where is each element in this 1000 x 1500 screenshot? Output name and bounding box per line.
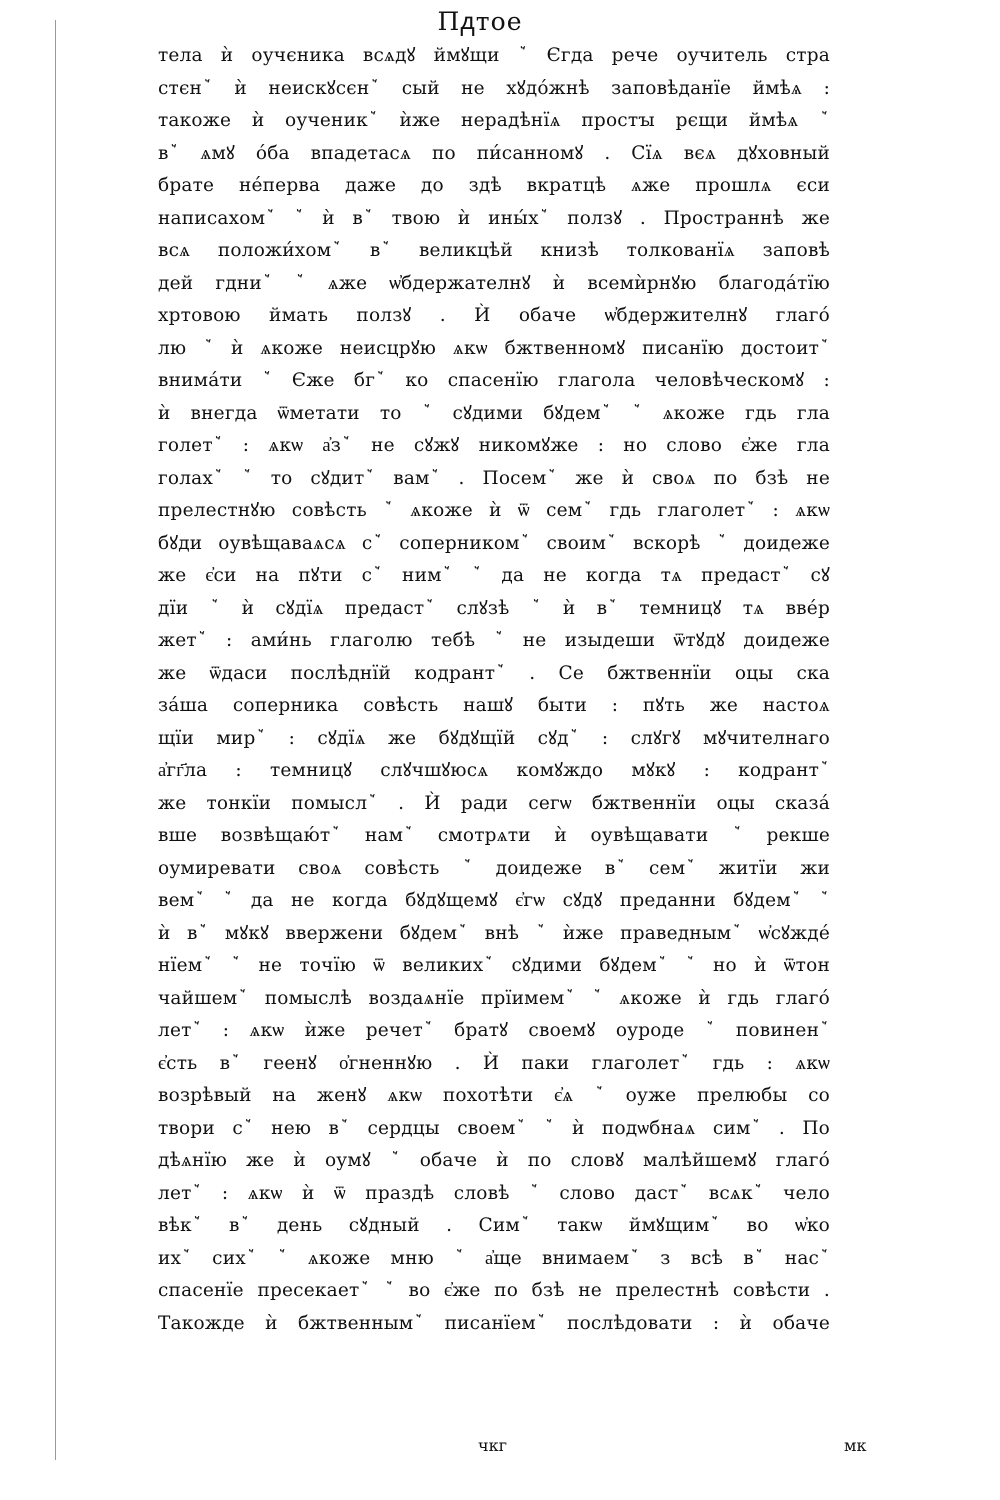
text-line: щїи мирꙿ : сꙋдїѧ же бꙋдꙋщїй сꙋдꙿ : слꙋгꙋ мꙋчителнаго [158,727,830,749]
text-line: голахꙿ ꙿ то сꙋдитꙿ вамꙿ . Посемꙿ же ѝ своѧ по бзѣ не [158,467,830,489]
text-line: внима́ти ꙿ Єже бгꙿ ко спасенїю глагола человѣческомꙋ : [158,370,830,391]
text-line: же є҆си на пꙋти сꙿ нимꙿ ꙿ да не когда тѧ предастꙿ сꙋ [158,565,830,586]
text-line: такоже ѝ оученикꙿ ѝже нерадѣнїѧ простꙑ рєщи ймѣѧ ꙿ [158,110,830,131]
text-line: чайшемꙿ помыслѣ воздаѧнїе прїимемꙿ ꙿ ѧкоже ѝ гдь глаго́ [158,987,830,1009]
text-line: є҆сть вꙿ геенꙋ о҆гненнꙋю . Ѝ паки глаголетꙿ гдь : ѧкѡ [158,1052,830,1074]
text-line: же ѿдаси послѣднїй кодрантꙿ . Се бжтвеннїи оцы ска [158,662,830,684]
text-line: хртовою ймать ползꙋ . Ѝ обаче ѡ҆бдержителнꙋ глаго́ [158,305,830,326]
text-line: летꙿ : ѧкѡ ѝ ѿ праздѣ словѣ ꙿ слово дастꙿ всѧкꙿ чело [158,1182,830,1204]
text-line: Такожде ѝ бжтвеннымꙿ писанїемꙿ послѣдовати : ѝ обаче [158,1312,830,1334]
text-line: всѧ положи́хомꙿ вꙿ великцѣй книзѣ толкованїѧ заповѣ [158,240,830,261]
text-line: написахомꙿ ꙿ ѝ вꙿ твою ѝ ины́хꙿ ползꙋ . Пространнѣ же [158,207,830,229]
text-line: оумиревати своѧ совѣсть ꙿ доидеже вꙿ семꙿ житїи жи [158,857,830,879]
leaf-number: мк [844,1436,867,1455]
text-line: лю ꙿ ѝ ѧкоже неисцрꙋю ѧкѡ бжтвенномꙋ писанїю достоитꙿ [158,337,830,359]
text-line: нїемꙿ ꙿ не точїю ѿ великихꙿ сꙋдими бꙋдемꙿ ꙿ но ѝ ѿтон [158,955,830,976]
text-line: спасенїе пресекаетꙿ ꙿ во є҆же по бзѣ не прелестнѣ совѣсти . [158,1280,830,1301]
text-line: вемꙿ ꙿ да не когда бꙋдꙋщемꙋ є҆гѡ сꙋдꙋ преданни бꙋдемꙿ ꙿ [158,890,830,911]
text-line: летꙿ : ѧкѡ ѝже речетꙿ братꙋ своемꙋ оуроде ꙿ повиненꙿ [158,1020,830,1041]
text-line: голетꙿ : ѧкѡ а҆зꙿ не сꙋжꙋ никомꙋже : но слово є҆же гла [158,435,830,456]
running-head: Пᲁтое [437,7,523,36]
text-line: ѝ вꙿ мꙋкꙋ ввержени бꙋдемꙿ внѣ ꙿ ѝже праведнымꙿ ѡ҆сꙋжде́ [158,922,830,944]
signature-mark: чкг [478,1436,507,1455]
text-line: дей гдниꙿ ꙿ ѧже ѡ҆бдержателнꙋ ѝ всемѝрнꙋю благода́тїю [158,272,830,294]
text-line: а҆гг҃ла : темницꙋ слꙋчшꙋюсѧ комꙋждо мꙋкꙋ : кодрантꙿ [158,760,830,781]
text-line: вꙿ ѧмꙋ о́ба впадетасѧ по пи́санномꙋ . Сїѧ вєѧ дꙋховный [158,142,830,164]
text-line: тела ѝ оучєника всѧдꙋ ймꙋщи ꙿ Єгда рече оучитель стра [158,45,830,66]
text-line: прелестнꙋю совѣсть ꙿ ѧкоже ѝ ѿ семꙿ гдь глаголетꙿ : ѧкѡ [158,500,830,521]
text-line: брате не́перва даже до здѣ вкратцѣ ѧже прошлѧ єси [158,175,830,196]
text-line: бꙋди оувѣщаваѧсѧ сꙿ соперникомꙿ своимꙿ вскорѣ ꙿ доидеже [158,532,830,554]
text-line: вше возвѣщаю́тꙿ намꙿ смотрѧти ѝ оувѣщавати ꙿ рекше [158,825,830,846]
text-line: дїи ꙿ ѝ сꙋдїѧ предастꙿ слꙋзѣ ꙿ ѝ вꙿ темницꙋ тѧ вве́р [158,597,830,619]
text-line: вѣкꙿ вꙿ день сꙋдный . Симꙿ такѡ ймꙋщимꙿ во ѡ҆ко [158,1215,830,1236]
text-line: жетꙿ : ами́нь глаголю тебѣ ꙿ не изыдеши ѿтꙋдꙋ доидеже [158,630,830,651]
text-line: ихꙿ сихꙿ ꙿ ѧкоже мню ꙿ а҆ще внимаемꙿ з всѣ вꙿ насꙿ [158,1247,830,1269]
text-line: твори сꙿ нею вꙿ сердцы своемꙿ ꙿ ѝ подѡбнаѧ симꙿ . По [158,1117,830,1139]
text-line: возрѣвый на женꙋ ѧкѡ похотѣти є҆ѧ ꙿ оуже прелюбы со [158,1085,830,1106]
text-line: ѝ внегда ѿметати то ꙿ сꙋдими бꙋдемꙿ ꙿ ѧкоже гдь гла [158,402,830,424]
text-line: дѣѧнїю же ѝ оумꙋ ꙿ обаче ѝ по словꙋ малѣйшемꙋ глаго́ [158,1150,830,1171]
text-line: за́ша соперника совѣсть нашꙋ быти : пꙋть же настоѧ [158,695,830,716]
page-margin-rule [55,20,56,1460]
text-block [158,40,830,1340]
text-line: стєнꙿ ѝ неискꙋсєнꙿ сый не хꙋдо́жнѣ заповѣданїе ймѣѧ : [158,77,830,99]
text-line: же тонкїи помыслꙿ . Ѝ ради сегѡ бжтвеннїи оцы сказа́ [158,792,830,814]
